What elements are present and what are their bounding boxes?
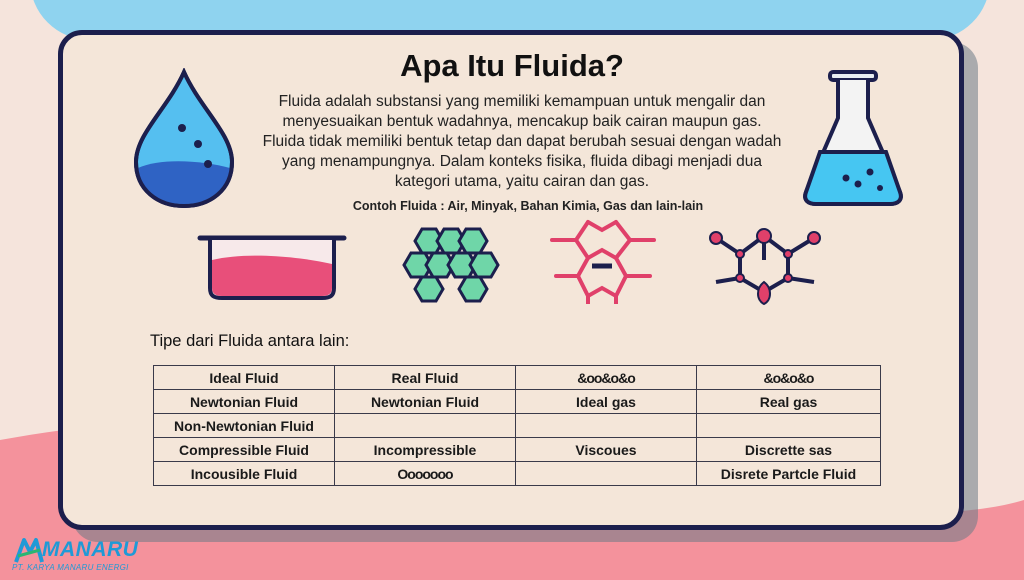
table-cell bbox=[697, 414, 881, 438]
table-cell: Non-Newtonian Fluid bbox=[154, 414, 335, 438]
fluid-types-table bbox=[153, 365, 881, 486]
table-cell: Real Fluid bbox=[335, 366, 516, 390]
table-row bbox=[154, 390, 881, 414]
manaru-logo-icon bbox=[14, 536, 44, 564]
table-cell: Incousible Fluid bbox=[154, 462, 335, 486]
table-row bbox=[154, 366, 881, 390]
page-title: Apa Itu Fluida? bbox=[400, 48, 624, 83]
table-cell: Compressible Fluid bbox=[154, 438, 335, 462]
table-cell: Viscoues bbox=[516, 438, 697, 462]
table-cell: Incompressible bbox=[335, 438, 516, 462]
table-cell: Ideal Fluid bbox=[154, 366, 335, 390]
table-cell: Discrette sas bbox=[697, 438, 881, 462]
description-text: Fluida adalah substansi yang memiliki kemampuan untuk mengalir dan menyesuaikan bentuk wadahnya, mencakup baik cairan maupun gas. Fluida tidak memiliki bentuk tetap dan dapat berubah sesuai dengan wadah yang menampungnya. Dalam konteks fisika, fluida dibagi menjadi dua kategori utama, yaitu cairan dan gas. bbox=[262, 93, 782, 190]
fluid-types-title: Tipe dari Fluida antara lain: bbox=[150, 332, 350, 350]
flask-icon bbox=[800, 68, 906, 208]
table-cell bbox=[516, 414, 697, 438]
molecule-structure-icon bbox=[548, 218, 658, 304]
examples-text: Contoh Fluida : Air, Minyak, Bahan Kimia, Gas dan lain-lain bbox=[352, 199, 704, 213]
table-row bbox=[154, 414, 881, 438]
table-cell: Newtonian Fluid bbox=[335, 390, 516, 414]
hexagon-cluster-icon bbox=[398, 225, 510, 309]
table-cell bbox=[335, 414, 516, 438]
table-cell: &oo&o&o bbox=[516, 366, 697, 390]
table-row bbox=[154, 462, 881, 486]
table-cell bbox=[516, 462, 697, 486]
water-drop-icon bbox=[130, 68, 238, 210]
table-cell: Real gas bbox=[697, 390, 881, 414]
logo-name: MANARU bbox=[42, 538, 139, 561]
ball-stick-molecule-icon bbox=[704, 226, 828, 310]
liquid-dish-icon bbox=[196, 230, 348, 302]
table-row bbox=[154, 438, 881, 462]
table-cell: Ideal gas bbox=[516, 390, 697, 414]
logo-subtitle: PT. KARYA MANARU ENERGI bbox=[12, 563, 129, 572]
table-cell: Ooooooo bbox=[335, 462, 516, 486]
table-cell: &o&o&o bbox=[697, 366, 881, 390]
table-cell: Disrete Partcle Fluid bbox=[697, 462, 881, 486]
table-cell: Newtonian Fluid bbox=[154, 390, 335, 414]
